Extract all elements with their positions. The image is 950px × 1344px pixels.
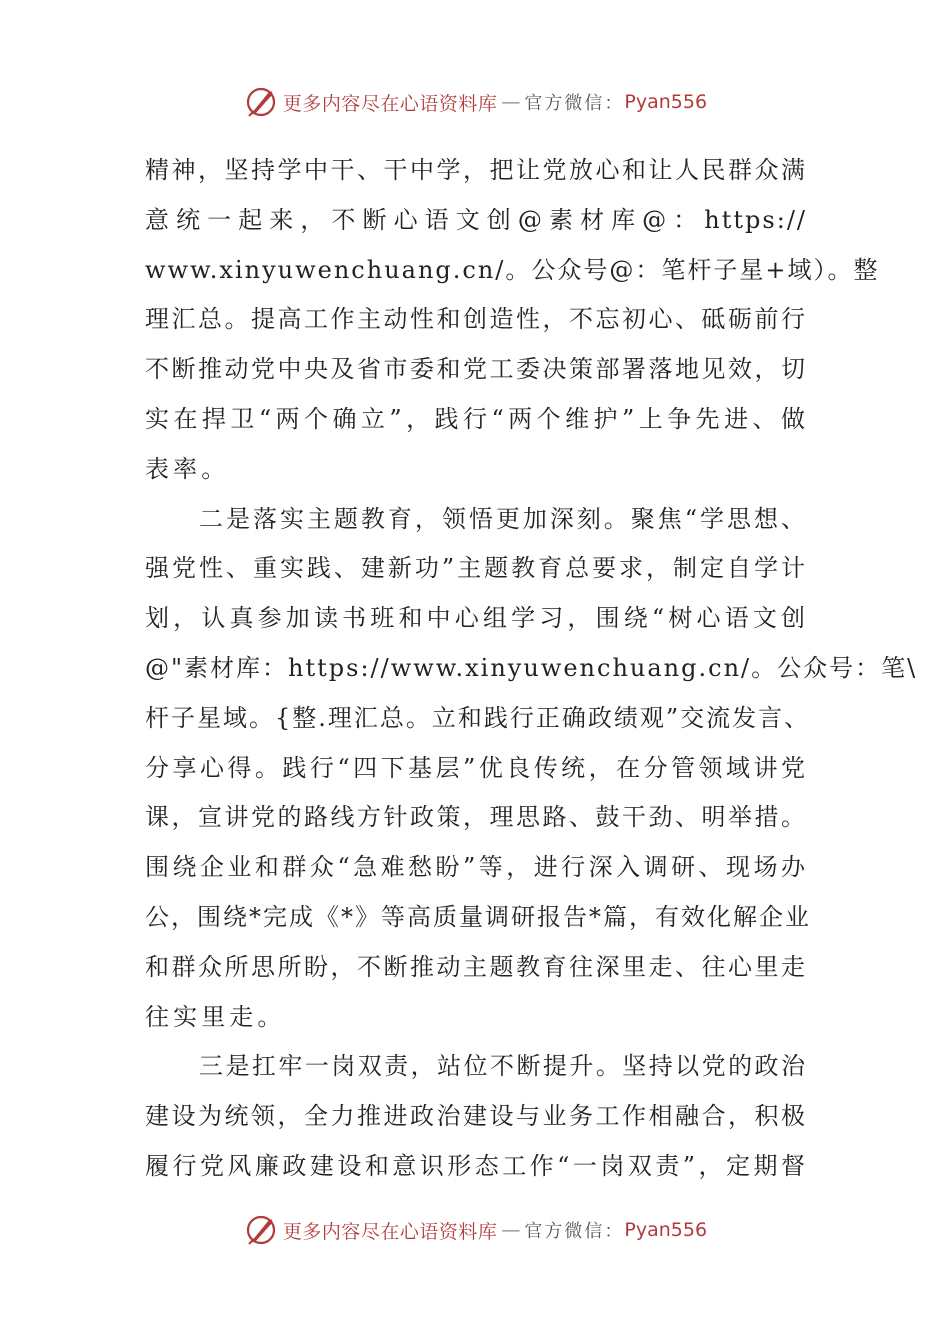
text-line: 实在捍卫“两个确立”，践行“两个维护”上争先进、做 xyxy=(145,404,807,433)
text-line: 分享心得。践行“四下基层”优良传统，在分管领域讲党 xyxy=(145,753,807,782)
banner-separator: — xyxy=(501,91,521,113)
banner-wechat-id: Pyan556 xyxy=(624,91,708,113)
text-line: 划，认真参加读书班和中心组学习，围绕“树心语文创 xyxy=(145,604,807,633)
paragraph-start-line: 三是扛牢一岗双责，站位不断提升。坚持以党的政治 xyxy=(199,1052,807,1081)
text-line: 不断推动党中央及省市委和党工委决策部署落地见效，切 xyxy=(145,355,807,384)
text-line: 往实里走。 xyxy=(145,1002,286,1031)
text-line: 围绕企业和群众“急难愁盼”等，进行深入调研、现场办 xyxy=(145,853,807,882)
banner-official-label: 官方微信： xyxy=(524,93,625,114)
text-line: www.xinyuwenchuang.cn/。公众号@：笔杆子星+域）。整 xyxy=(145,255,880,284)
text-line: 意统一起来，不断心语文创@素材库@：https:// xyxy=(145,205,807,234)
quill-pen-logo-icon xyxy=(243,1212,279,1248)
text-line: 公，围绕*完成《*》等高质量调研报告*篇，有效化解企业 xyxy=(145,902,811,931)
document-body xyxy=(145,146,918,1192)
footer-banner xyxy=(0,1210,950,1250)
text-line: 杆子星域。{整.理汇总。立和践行正确政绩观”交流发言、 xyxy=(145,703,811,732)
text-line: 和群众所思所盼，不断推动主题教育往深里走、往心里走 xyxy=(145,952,807,981)
banner-official-label: 官方微信： xyxy=(524,1221,625,1242)
text-line: 表率。 xyxy=(145,454,230,483)
banner-slogan: 更多内容尽在心语资料库 xyxy=(282,92,498,115)
text-line: @"素材库：https://www.xinyuwenchuang.cn/。公众号：笔\ xyxy=(145,653,918,682)
paragraph-start-line: 二是落实主题教育，领悟更加深刻。聚焦“学思想、 xyxy=(199,504,807,533)
banner-wechat-id: Pyan556 xyxy=(624,1219,708,1241)
banner-slogan: 更多内容尽在心语资料库 xyxy=(282,1220,498,1243)
text-line: 履行党风廉政建设和意识形态工作“一岗双责”，定期督 xyxy=(145,1151,807,1180)
banner-separator: — xyxy=(501,1219,521,1241)
text-line: 强党性、重实践、建新功”主题教育总要求，制定自学计 xyxy=(145,554,807,583)
quill-pen-logo-icon xyxy=(243,84,279,120)
text-line: 精神，坚持学中干、干中学，把让党放心和让人民群众满 xyxy=(145,156,807,184)
text-line: 建设为统领，全力推进政治建设与业务工作相融合，积极 xyxy=(145,1102,807,1131)
text-line: 理汇总。提高工作主动性和创造性，不忘初心、砥砺前行 xyxy=(145,305,807,334)
header-banner xyxy=(0,82,950,122)
text-line: 课，宣讲党的路线方针政策，理思路、鼓干劲、明举措。 xyxy=(145,803,807,832)
